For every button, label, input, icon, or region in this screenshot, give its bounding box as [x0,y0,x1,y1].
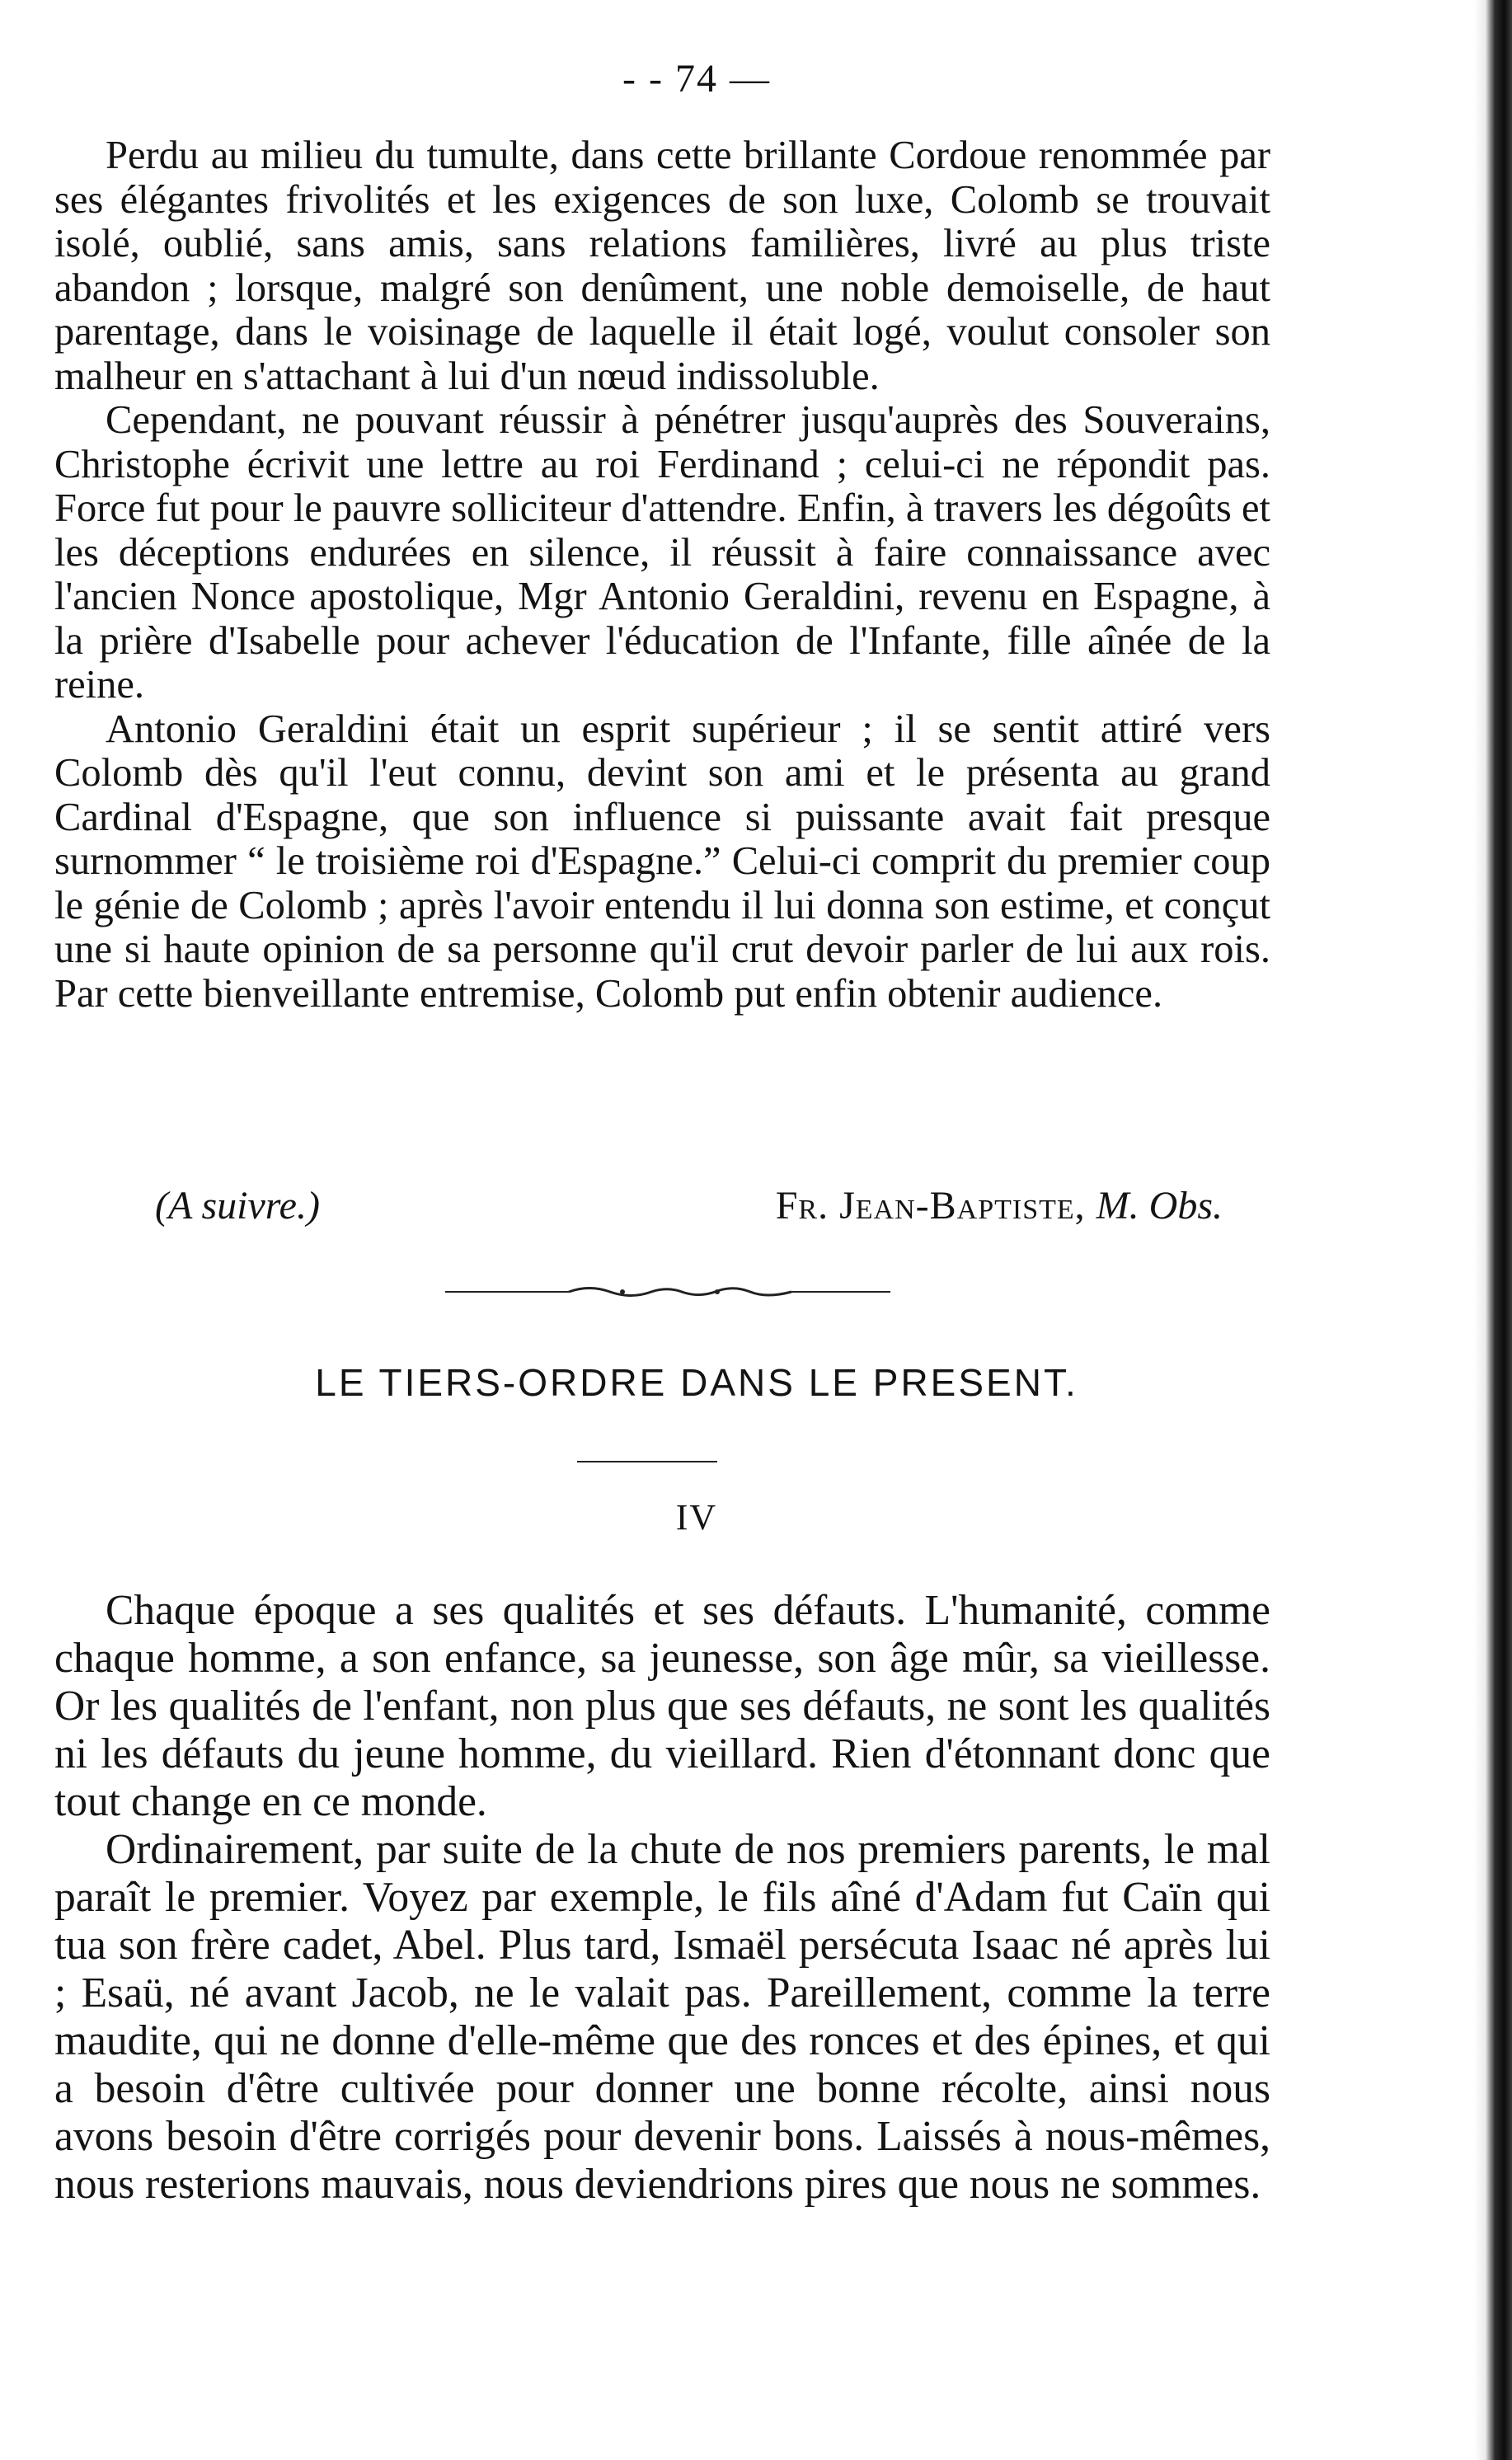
article-colomb [54,134,1270,1016]
author-name: Fr. Jean-Baptiste, [775,1184,1086,1228]
paragraph: Chaque époque a ses qualités et ses défauts. L'humanité, comme chaque homme, a son enfance, sa jeunesse, son âge mûr, sa vieillesse. Or les qualités de l'enfant, non plus que ses défauts, ne sont les qualités ni les défauts du jeune homme, du vieillard. Rien d'étonnant donc que tout change en ce monde. [54,1587,1270,1825]
paragraph: Antonio Geraldini était un esprit supérieur ; il se sentit attiré vers Colomb dès qu'il l'eut connu, devint son ami et le présenta au grand Cardinal d'Espagne, que son influence si puissante avait fait presque surnommer “ le troisième roi d'Espagne.” Celui-ci comprit du premier coup le génie de Colomb ; après l'avoir entendu il lui donna son estime, et conçut une si haute opinion de sa personne qu'il crut devoir parler de lui aux rois. Par cette bienveillante entremise, Colomb put enfin obtenir audience. [54,707,1270,1016]
page-number: - - 74 — [622,57,771,101]
section-numeral: IV [675,1497,718,1538]
signature-line [155,1183,1223,1236]
author-signature [776,1183,1223,1228]
page-binding-edge [1474,0,1512,2460]
continued-note: (A suivre.) [155,1184,320,1228]
paragraph: Cependant, ne pouvant réussir à pénétrer jusqu'auprès des Souverains, Christophe écrivit une lettre au roi Ferdinand ; celui-ci ne répondit pas. Force fut pour le pauvre solliciteur d'attendre. Enfin, à travers les dégoûts et les déceptions endurées en silence, il réussit à faire connaissance avec l'ancien Nonce apostolique, Mgr Antonio Geraldini, revenu en Espagne, à la prière d'Isabelle pour achever l'éducation de l'Infante, fille aînée de la reine. [54,398,1270,707]
title-rule [577,1461,717,1462]
paragraph: Perdu au milieu du tumulte, dans cette brillante Cordoue renommée par ses élégantes frivolités et les exigences de son luxe, Colomb se trouvait isolé, oublié, sans amis, sans relations familières, livré au plus triste abandon ; lorsque, malgré son denûment, une noble demoiselle, de haut parentage, dans le voisinage de laquelle il était logé, voulut consoler son malheur en s'attachant à lui d'un nœud indissoluble. [54,134,1270,398]
section-title: LE TIERS-ORDRE DANS LE PRESENT. [315,1361,1078,1404]
paragraph: Ordinairement, par suite de la chute de nos premiers parents, le mal paraît le premier. Voyez par exemple, le fils aîné d'Adam fut Caïn qui tua son frère cadet, Abel. Plus tard, Ismaël persécuta Isaac né après lui ; Esaü, né avant Jacob, ne le valait pas. Pareillement, comme la terre maudite, qui ne donne d'elle-même que des ronces et des épines, et qui a besoin d'être cultivée pour donner une bonne récolte, ainsi nous avons besoin d'être corrigés pour devenir bons. Laissés à nous-mêmes, nous resterions mauvais, nous deviendrions pires que nous ne sommes. [54,1826,1270,2208]
ornament-divider-icon [445,1283,890,1301]
article-tiers-ordre [54,1587,1270,2209]
author-title: M. Obs. [1096,1184,1223,1228]
